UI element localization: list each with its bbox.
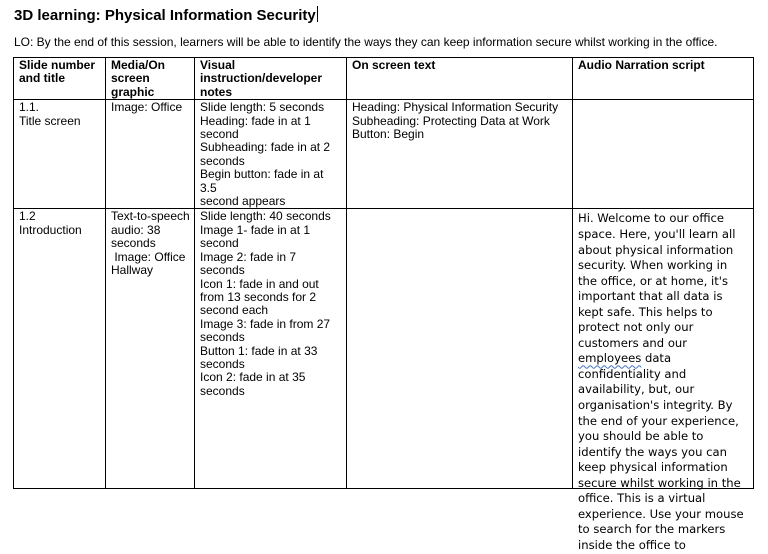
cell-on-screen-text[interactable]: Heading: Physical Information Security Subheading: Protecting Data at Work Button: Begin (347, 100, 573, 209)
cell-media[interactable]: Image: Office (106, 100, 195, 209)
spelling-flag: employees (578, 351, 642, 366)
storyboard-table (13, 57, 754, 552)
table-row (14, 100, 754, 209)
table-header-row (14, 58, 754, 100)
narration-text: Hi. Welcome to our office space. Here, you'll learn all about physical information security. When working in the office, or at home, it's important that all data is kept safe. This helps to protect not only our customers and our employees data confidentiality and availability, but, our organisation's integrity. By the end of your experience, you should be able to identify the ways you can keep physical information secure whilst working in the office. This is a virtual experience. Use your mouse to search for the markers inside the office to (578, 211, 744, 552)
text-cursor (317, 6, 318, 22)
document-title[interactable] (14, 6, 318, 24)
table-row (14, 209, 754, 489)
cell-visual-notes[interactable]: Slide length: 40 seconds Image 1- fade in at 1 second Image 2: fade in 7 seconds Icon 1: fade in and out from 13 seconds for 2 second each Image 3: fade in from 27 seconds Button 1: fade in at 33 seconds Icon 2: fade in at 35 seconds (195, 209, 347, 489)
header-slide-number: Slide number and title (14, 58, 106, 100)
cell-slide[interactable]: 1.2 Introduction (14, 209, 106, 489)
cell-audio-script[interactable] (573, 209, 754, 552)
document-title-text: 3D learning: Physical Information Security (14, 7, 316, 24)
cell-slide[interactable]: 1.1. Title screen (14, 100, 106, 209)
cell-visual-notes[interactable]: Slide length: 5 seconds Heading: fade in at 1 second Subheading: fade in at 2 seconds Begin button: fade in at 3.5 second appears (195, 100, 347, 209)
header-on-screen-text: On screen text (347, 58, 573, 100)
learning-objective: LO: By the end of this session, learners will be able to identify the ways they can keep information secure whilst working in the office. (14, 35, 718, 49)
cell-audio-script[interactable] (573, 100, 754, 209)
cell-on-screen-text[interactable] (347, 209, 573, 489)
header-audio-script: Audio Narration script (573, 58, 754, 100)
header-visual-notes: Visual instruction/developer notes (195, 58, 347, 100)
cell-media[interactable]: Text-to-speech audio: 38 seconds Image: Office Hallway (106, 209, 195, 489)
header-media: Media/On screen graphic (106, 58, 195, 100)
